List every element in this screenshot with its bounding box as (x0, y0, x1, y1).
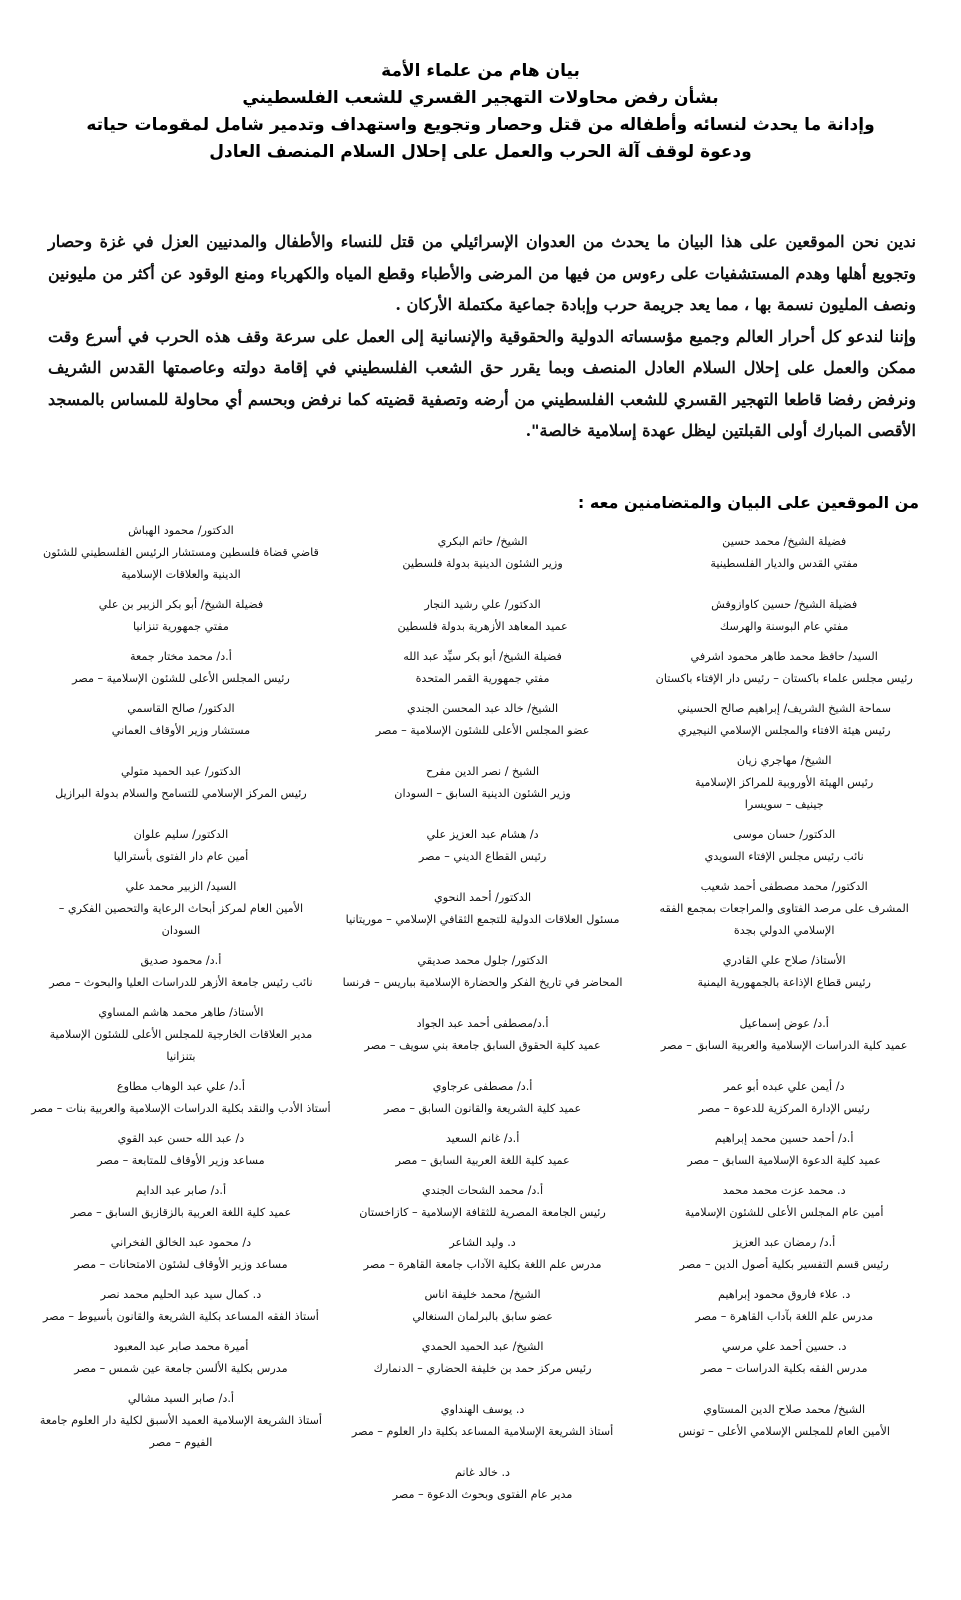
signer-title: مدير العلاقات الخارجية للمجلس الأعلى للشئون الإسلامية (49, 1028, 313, 1041)
signer-name: الدكتور/ عبد الحميد متولي (120, 765, 241, 778)
signer-entry (30, 824, 332, 868)
signer-name: أ.د/ محمود صديق (140, 954, 222, 967)
signers-row (30, 698, 935, 742)
signers-row (30, 1336, 935, 1380)
signer-name: الدكتور/ سليم علوان (133, 828, 229, 841)
signer-entry (332, 594, 634, 638)
signer-title: عضو سابق بالبرلمان السنغالي (412, 1310, 553, 1323)
signer-title: المحاضر في تاريخ الفكر والحضارة الإسلامية بباريس – فرنسا (342, 976, 623, 989)
signer-name: الشيخ/ عبد الحميد الحمدي (421, 1340, 544, 1353)
signers-row (30, 876, 935, 942)
signer-entry (633, 1128, 935, 1172)
signer-entry (633, 750, 935, 816)
signer-title: عميد كلية الحقوق السابق جامعة بني سويف – مصر (364, 1039, 601, 1052)
signer-name: السيد/ حافظ محمد طاهر محمود اشرفي (690, 650, 878, 663)
signer-title: نائب رئيس مجلس الإفتاء السويدي (704, 850, 864, 863)
signer-title: مدرس الفقه بكلية الدراسات – مصر (700, 1362, 868, 1375)
signers-row (30, 1284, 935, 1328)
signer-entry (633, 646, 935, 690)
signer-title: المشرف على مرصد الفتاوى والمراجعات بمجمع الفقه (659, 902, 909, 915)
signer-entry (30, 1002, 332, 1068)
signer-title: رئيس مركز حمد بن خليفة الحضاري – الدنمارك (373, 1362, 592, 1375)
signer-name: الدكتور/ محمود الهباش (128, 524, 234, 537)
signer-entry (332, 531, 634, 575)
signer-title: مساعد وزير الأوقاف لشئون الامتحانات – مصر (74, 1258, 288, 1271)
signer-name: أ.د/ علي عبد الوهاب مطاوع (116, 1080, 245, 1093)
signer-title: الإسلامي الدولي بجدة (733, 924, 835, 937)
signer-title: مفتي عام البوسنة والهرسك (719, 620, 849, 633)
signer-title: مفتي القدس والديار الفلسطينية (710, 557, 858, 570)
signer-name: د. محمد عزت محمد محمد (722, 1184, 846, 1197)
signer-name: سماحة الشيخ الشريف/ إبراهيم صالح الحسيني (677, 702, 892, 715)
signer-title: الأمين العام للمجلس الإسلامي الأعلى – تونس (678, 1425, 890, 1438)
signer-entry (332, 887, 634, 931)
signer-title: أمين عام دار الفتوى بأستراليا (113, 850, 249, 863)
signer-name: د. خالد غانم (454, 1466, 511, 1479)
signer-name: أ.د/مصطفى أحمد عبد الجواد (416, 1017, 549, 1030)
statement-subtitle-2: وإدانة ما يحدث لنسائه وأطفاله من قتل وحصار وتجويع واستهداف وتدمير شامل لمقومات حياته (86, 115, 875, 135)
signers-heading: من الموقعين على البيان والمتضامنين معه : (577, 493, 919, 512)
signer-entry (633, 698, 935, 742)
signer-entry (332, 950, 634, 994)
signer-entry (30, 520, 332, 586)
signer-title: مسئول العلاقات الدولية للتجمع الثقافي الإسلامي – موريتانيا (345, 913, 620, 926)
signer-title: رئيس قسم التفسير بكلية أصول الدين – مصر (679, 1258, 889, 1271)
signer-name: الدكتور/ صالح القاسمي (127, 702, 235, 715)
signers-row (30, 750, 935, 816)
signer-entry (633, 1399, 935, 1443)
signer-name: د. يوسف الهنداوي (440, 1403, 525, 1416)
statement-subtitle-3: ودعوة لوقف آلة الحرب والعمل على إحلال السلام المنصف العادل (209, 142, 752, 162)
signer-name: د. حسين أحمد علي مرسي (721, 1340, 847, 1353)
signer-name: د/ محمود عبد الخالق الفخراني (110, 1236, 252, 1249)
signers-row (30, 824, 935, 868)
signer-title: أمين عام المجلس الأعلى للشئون الإسلامية (684, 1206, 884, 1219)
signer-title: الفيوم – مصر (149, 1436, 213, 1449)
signers-row (30, 1232, 935, 1276)
signer-name: أ.د/ رمضان عبد العزيز (733, 1236, 836, 1249)
signer-name: د/ هشام عبد العزيز علي (426, 828, 539, 841)
signer-entry (633, 876, 935, 942)
signer-name: أ.د/ مصطفى عرجاوي (432, 1080, 533, 1093)
signer-entry (332, 824, 634, 868)
signer-entry (332, 1128, 634, 1172)
signer-entry (332, 698, 634, 742)
signer-name: الشيخ/ محمد صلاح الدين المستاوي (703, 1403, 866, 1416)
signer-title: رئيس هيئة الافتاء والمجلس الإسلامي النيجيري (677, 724, 891, 737)
signer-entry (30, 1076, 332, 1120)
signer-name: د. علاء فاروق محمود إبراهيم (718, 1288, 851, 1301)
signer-title: عميد كلية اللغة العربية السابق – مصر (395, 1154, 570, 1167)
signer-title: بتنزانيا (166, 1050, 196, 1063)
signer-title: عميد كلية الدراسات الإسلامية والعربية السابق – مصر (660, 1039, 908, 1052)
signer-title: وزير الشئون الدينية السابق – السودان (394, 787, 571, 800)
body-paragraph-2: وإننا لندعو كل أحرار العالم وجميع مؤسساته الدولية والحقوقية والإنسانية إلى العمل على سرعة وقف هذه الحرب في أسرع وقت ممكن والعمل على إحلال السلام العادل المنصف وبما يقرر حق الشعب الفلسطيني في إقامة دولته وعاصمتها القدس الشريف ونرفض رفضا قاطعا التهجير القسري للشعب الفلسطيني من أرضه وتصفية قضيته كما نرفض وبحسم أي محاولة للمساس بالمسجد الأقصى المبارك أولى القبلتين ليظل عهدة إسلامية خالصة". (48, 326, 916, 440)
signer-title: رئيس القطاع الديني – مصر (418, 850, 547, 863)
signer-title: وزير الشئون الدينية بدولة فلسطين (402, 557, 563, 570)
signers-row (30, 1128, 935, 1172)
signer-name: الشيخ / نصر الدين مفرح (425, 765, 540, 778)
signer-entry (30, 1284, 332, 1328)
signer-name: د/ عبد الله حسن عبد القوي (117, 1132, 245, 1145)
signer-title: أستاذ الشريعة الإسلامية العميد الأسبق لكلية دار العلوم جامعة (39, 1414, 323, 1427)
signer-name: فضيلة الشيخ/ حسين كاوازوفش (711, 598, 858, 611)
signer-title: مدير عام الفتوى وبحوث الدعوة – مصر (392, 1488, 573, 1501)
signer-entry (633, 1232, 935, 1276)
signer-entry (332, 761, 634, 805)
signer-name: أ.د/ محمد مختار جمعة (130, 650, 232, 663)
signer-entry (30, 876, 332, 942)
signer-name: أ.د/ عوض إسماعيل (739, 1017, 829, 1030)
statement-headings (0, 58, 961, 166)
signer-name: الأستاذ/ صلاح علي القادري (722, 954, 846, 967)
signers-row-last (30, 1462, 935, 1506)
statement-subtitle-1: بشأن رفض محاولات التهجير القسري للشعب الفلسطيني (242, 88, 719, 108)
signer-entry (30, 646, 332, 690)
signers-row (30, 520, 935, 586)
signer-name: الدكتور/ محمد مصطفى أحمد شعيب (700, 880, 868, 893)
signer-entry (30, 594, 332, 638)
signer-title: عميد كلية اللغة العربية بالزقازيق السابق – مصر (70, 1206, 292, 1219)
signer-title: جينيف – سويسرا (744, 798, 824, 811)
signer-entry (30, 1180, 332, 1224)
signer-name: فضيلة الشيخ/ أبو بكر سيِّد عبد الله (403, 650, 562, 663)
signers-row (30, 646, 935, 690)
signer-title: رئيس المركز الإسلامي للتسامح والسلام بدولة البرازيل (55, 787, 307, 800)
signers-row (30, 1388, 935, 1454)
signer-entry (633, 531, 935, 575)
signer-entry (332, 1399, 634, 1443)
signer-name: أ.د/ صابر عبد الدايم (135, 1184, 227, 1197)
signer-entry (633, 1013, 935, 1057)
signer-title: مفتي جمهورية تنزانيا (132, 620, 229, 633)
signer-entry (633, 1284, 935, 1328)
signer-entry (633, 1180, 935, 1224)
signer-name: الشيخ/ خالد عبد المحسن الجندي (407, 702, 559, 715)
signer-title: السودان (161, 924, 201, 937)
signer-entry (30, 1388, 332, 1454)
signer-entry (633, 594, 935, 638)
signer-title: عميد كلية الدعوة الإسلامية السابق – مصر (687, 1154, 881, 1167)
signer-entry (332, 1232, 634, 1276)
signer-entry (30, 1232, 332, 1276)
signer-title: أستاذ الفقه المساعد بكلية الشريعة والقانون بأسيوط – مصر (42, 1310, 319, 1323)
signer-title: رئيس مجلس علماء باكستان – رئيس دار الإفتاء باكستان (655, 672, 913, 685)
signer-name: أ.د/ صابر السيد مشالي (127, 1392, 234, 1405)
signer-name: الدكتور/ أحمد النحوي (433, 891, 532, 904)
signer-name: الدكتور/ جلول محمد صديقي (417, 954, 548, 967)
signer-name: د. وليد الشاعر (449, 1236, 516, 1249)
signers-row (30, 1076, 935, 1120)
signer-name: أ.د/ غانم السعيد (445, 1132, 520, 1145)
signer-name: أ.د/ أحمد حسين محمد إبراهيم (714, 1132, 854, 1145)
signer-entry (30, 950, 332, 994)
signer-name: الدكتور/ حسان موسى (733, 828, 836, 841)
signers-row (30, 1002, 935, 1068)
signer-title: رئيس الجامعة المصرية للثقافة الإسلامية – كازاخستان (359, 1206, 606, 1219)
signer-title: أستاذ الأدب والنقد بكلية الدراسات الإسلامية والعربية بنات – مصر (31, 1102, 331, 1115)
signer-entry (332, 1284, 634, 1328)
signer-entry (30, 698, 332, 742)
signer-entry (30, 761, 332, 805)
signer-title: مدرس بكلية الألسن جامعة عين شمس – مصر (74, 1362, 288, 1375)
signer-title: رئيس المجلس الأعلى للشئون الإسلامية – مصر (72, 672, 290, 685)
signer-title: مدرس علم اللغة بكلية الآداب جامعة القاهرة – مصر (363, 1258, 602, 1271)
signer-title: عميد المعاهد الأزهرية بدولة فلسطين (397, 620, 568, 633)
signer-title: عميد كلية الشريعة والقانون السابق – مصر (383, 1102, 582, 1115)
signer-title: نائب رئيس جامعة الأزهر للدراسات العليا والبحوث – مصر (49, 976, 313, 989)
signer-entry (332, 1013, 634, 1057)
signer-name: د. كمال سيد عبد الحليم محمد نصر (100, 1288, 262, 1301)
signer-entry (332, 1076, 634, 1120)
signer-name: الأستاذ/ طاهر محمد هاشم المساوي (98, 1006, 264, 1019)
statement-body (48, 226, 916, 447)
signer-entry (633, 950, 935, 994)
signer-name: الشيخ/ محمد خليفة اناس (424, 1288, 541, 1301)
signer-name: الشيخ/ حاتم البكري (437, 535, 528, 548)
signer-entry (633, 1336, 935, 1380)
signer-name: السيد/ الزبير محمد علي (125, 880, 237, 893)
signer-name: الدكتور/ علي رشيد النجار (424, 598, 541, 611)
signer-title: قاضي قضاة فلسطين ومستشار الرئيس الفلسطيني للشئون (42, 546, 319, 559)
signer-name: د/ أيمن علي عبده أبو عمر (723, 1080, 845, 1093)
signer-title: مستشار وزير الأوقاف العماني (111, 724, 251, 737)
signers-row (30, 594, 935, 638)
signer-name: الشيخ/ مهاجري زيان (736, 754, 832, 767)
signer-entry (332, 1180, 634, 1224)
signer-entry (30, 1336, 332, 1380)
signer-name: أ.د/ محمد الشحات الجندي (422, 1184, 544, 1197)
signer-title: رئيس الإدارة المركزية للدعوة – مصر (698, 1102, 870, 1115)
signer-title: أستاذ الشريعة الإسلامية المساعد بكلية دار العلوم – مصر (351, 1425, 614, 1438)
signers-row (30, 950, 935, 994)
signer-title: الدينية والعلاقات الإسلامية (121, 568, 241, 581)
signer-name: فضيلة الشيخ/ محمد حسين (722, 535, 847, 548)
signers-row (30, 1180, 935, 1224)
statement-title: بيان هام من علماء الأمة (381, 61, 580, 81)
signer-entry (30, 1128, 332, 1172)
signer-title: مدرس علم اللغة بآداب القاهرة – مصر (695, 1310, 874, 1323)
signer-entry (332, 1462, 634, 1506)
signer-name: فضيلة الشيخ/ أبو بكر الزبير بن علي (98, 598, 264, 611)
signer-title: مساعد وزير الأوقاف للمتابعة – مصر (97, 1154, 265, 1167)
signer-entry (332, 646, 634, 690)
signer-title: مفتي جمهورية القمر المتحدة (415, 672, 550, 685)
signer-title: الأمين العام لمركز أبحاث الرعاية والتحصين الفكري – (58, 902, 304, 915)
signer-entry (633, 1076, 935, 1120)
signer-title: عضو المجلس الأعلى للشئون الإسلامية – مصر (375, 724, 590, 737)
signers-list (30, 520, 935, 1514)
signer-entry (332, 1336, 634, 1380)
body-paragraph-1: ندين نحن الموقعين على هذا البيان ما يحدث من العدوان الإسرائيلي من قتل للنساء والأطفال والمدنيين العزل في غزة وحصار وتجويع أهلها وهدم المستشفيات على رءوس من فيها من المرضى والأطباء وقطع المياه والكهرباء ومنع الوقود عن أكثر من مليونين ونصف المليون نسمة بها ، مما يعد جريمة حرب وإبادة جماعية مكتملة الأركان . (48, 232, 916, 314)
signer-title: رئيس الهيئة الأوروبية للمراكز الإسلامية (695, 776, 874, 789)
signer-name: أميرة محمد صابر عبد المعبود (113, 1340, 249, 1353)
signer-entry (633, 824, 935, 868)
signer-title: رئيس قطاع الإذاعة بالجمهورية اليمنية (697, 976, 871, 989)
